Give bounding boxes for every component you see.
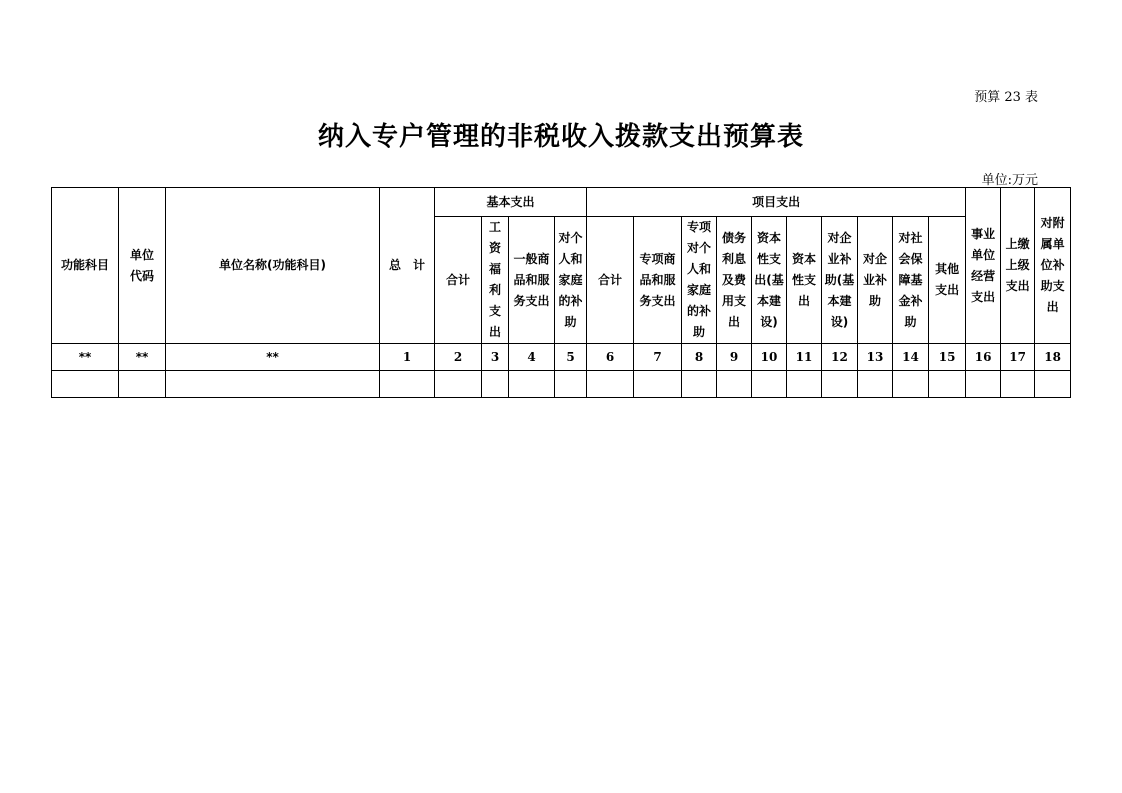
table-cell[interactable]: [893, 371, 929, 398]
unit-label: 单位:万元: [981, 173, 1038, 188]
header-project-capital-construction: 资本 性支 出(基 本建 设): [752, 217, 787, 344]
column-number: 17: [1001, 344, 1035, 371]
table-cell[interactable]: [587, 371, 634, 398]
header-upper-payment: 上缴 上级 支出: [1001, 188, 1035, 344]
row-marker: **: [119, 344, 166, 371]
page-title: 纳入专户管理的非税收入拨款支出预算表: [317, 122, 804, 152]
column-number: 18: [1035, 344, 1071, 371]
header-project-social-security: 对社 会保 障基 金补 助: [893, 217, 929, 344]
column-number: 1: [380, 344, 435, 371]
budget-table: [51, 187, 1071, 398]
header-project-other: 其他 支出: [929, 217, 966, 344]
table-cell[interactable]: [555, 371, 587, 398]
header-unit-name: 单位名称(功能科目): [166, 188, 380, 344]
table-cell[interactable]: [1001, 371, 1035, 398]
header-func-subject: 功能科目: [52, 188, 119, 344]
column-number-row: [52, 344, 1071, 371]
column-number: 8: [682, 344, 717, 371]
column-number: 16: [966, 344, 1001, 371]
row-marker: **: [52, 344, 119, 371]
table-cell[interactable]: [858, 371, 893, 398]
column-number: 6: [587, 344, 634, 371]
table-cell[interactable]: [482, 371, 509, 398]
column-number: 2: [435, 344, 482, 371]
form-number: 预算 23 表: [974, 90, 1038, 105]
header-project-goods-services: 专项商 品和服 务支出: [634, 217, 682, 344]
header-total: 总 计: [380, 188, 435, 344]
header-project-enterprise-subsidy: 对企 业补 助: [858, 217, 893, 344]
table-cell[interactable]: [822, 371, 858, 398]
table-cell[interactable]: [52, 371, 119, 398]
table-cell[interactable]: [634, 371, 682, 398]
header-public-unit-operating: 事业 单位 经营 支出: [966, 188, 1001, 344]
column-number: 11: [787, 344, 822, 371]
table-cell[interactable]: [509, 371, 555, 398]
table-cell[interactable]: [380, 371, 435, 398]
column-number: 14: [893, 344, 929, 371]
header-subsidiary-subsidy: 对附 属单 位补 助支 出: [1035, 188, 1071, 344]
header-project-enterprise-construction: 对企 业补 助(基 本建 设): [822, 217, 858, 344]
header-project-total: 合计: [587, 217, 634, 344]
table-cell[interactable]: [435, 371, 482, 398]
header-project-capital: 资本 性支 出: [787, 217, 822, 344]
table-cell[interactable]: [966, 371, 1001, 398]
table-cell[interactable]: [1035, 371, 1071, 398]
column-number: 15: [929, 344, 966, 371]
header-project-household-subsidy: 专项 对个 人和 家庭 的补 助: [682, 217, 717, 344]
header-project-expenditure: 项目支出: [587, 188, 966, 217]
table-cell[interactable]: [119, 371, 166, 398]
column-number: 9: [717, 344, 752, 371]
header-row-1: [52, 188, 1071, 217]
column-number: 5: [555, 344, 587, 371]
table-row: [52, 371, 1071, 398]
column-number: 4: [509, 344, 555, 371]
column-number: 7: [634, 344, 682, 371]
header-basic-wages: 工 资 福 利 支 出: [482, 217, 509, 344]
column-number: 12: [822, 344, 858, 371]
header-unit-code: 单位 代码: [119, 188, 166, 344]
header-project-debt-interest: 债务 利息 及费 用支 出: [717, 217, 752, 344]
header-basic-household-subsidy: 对个 人和 家庭 的补 助: [555, 217, 587, 344]
table-cell[interactable]: [682, 371, 717, 398]
row-marker: **: [166, 344, 380, 371]
header-basic-total: 合计: [435, 217, 482, 344]
header-basic-goods-services: 一般商 品和服 务支出: [509, 217, 555, 344]
table-cell[interactable]: [166, 371, 380, 398]
table-cell[interactable]: [752, 371, 787, 398]
table-cell[interactable]: [929, 371, 966, 398]
table-cell[interactable]: [717, 371, 752, 398]
column-number: 10: [752, 344, 787, 371]
header-basic-expenditure: 基本支出: [435, 188, 587, 217]
column-number: 3: [482, 344, 509, 371]
column-number: 13: [858, 344, 893, 371]
table-cell[interactable]: [787, 371, 822, 398]
